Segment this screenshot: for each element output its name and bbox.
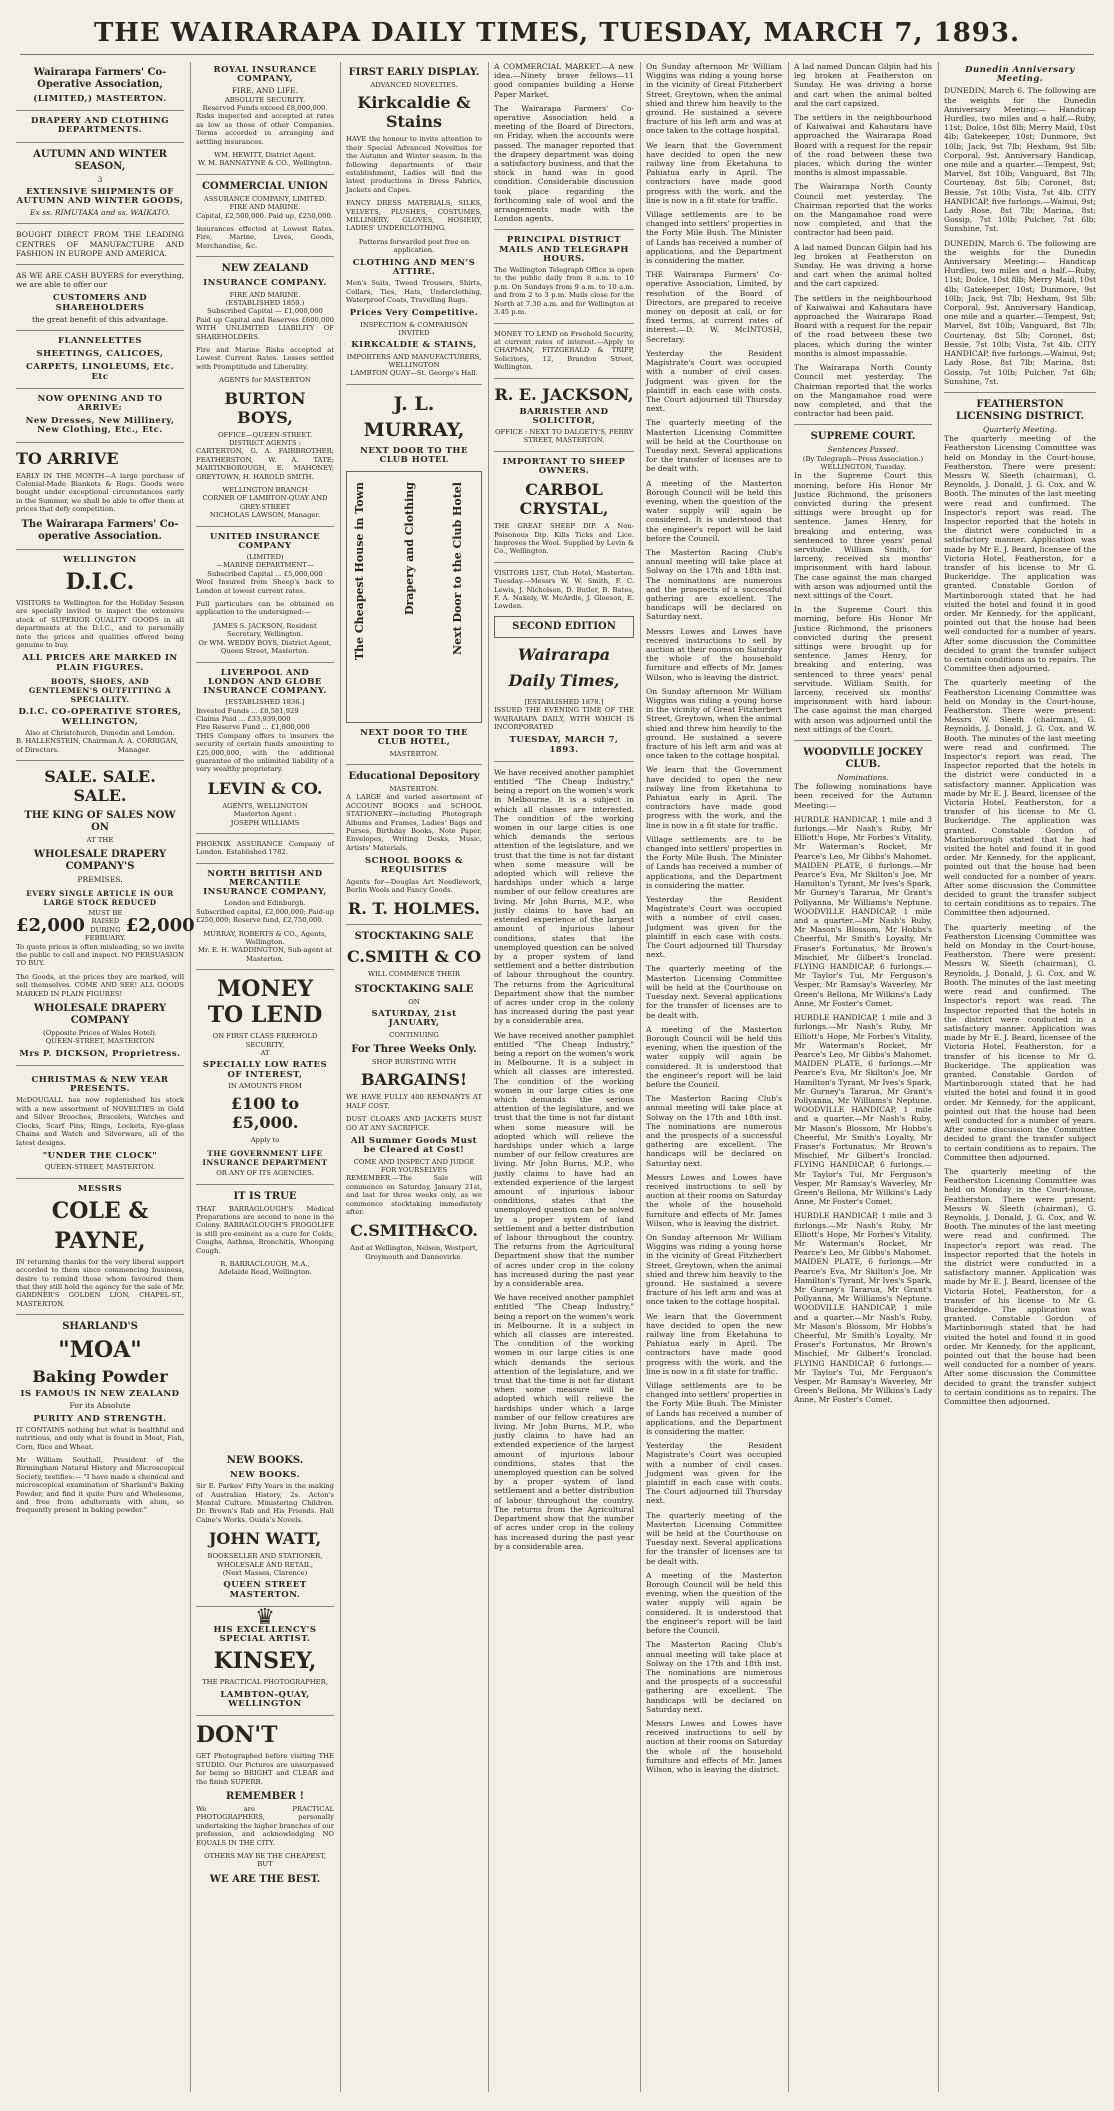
featherston-text: The quarterly meeting of the Featherston Licensing Committee was held on Monday in the Court-house, Featherston. There were present: Messrs W. Sleeth (chairman), G. Reynolds, J. Donald, J. G. Cox, and W. Booth. The minutes of the last meeting were read and confirmed. The Inspector's report was read. The Inspector reported that the hotels in the district were conducted in a satisfactory manner. Application was made by Mr E. J. Beard, licensee of the Victoria Hotel, Featherston, for a transfer of his license to Mr G. Buckeridge. The application was granted. Constable Gordon of Martinborough stated that he had visited the hotel and found it in good order. Mr Kennedy, for the applicant, pointed out that the house had been well conducted for a number of years. After some discussion the Committee decided to grant the transfer subject to certain conditions as to repairs. The Committee then adjourned. <box>944 678 1096 918</box>
next-door-heading: NEXT DOOR TO THE CLUB HOTEL <box>360 445 468 465</box>
important-heading: IMPORTANT TO SHEEP OWNERS. <box>502 456 626 476</box>
messrs-heading: MESSRS <box>77 1183 123 1194</box>
dic-text: VISITORS to Wellington for the Holiday Season are specially invited to inspect the extensive stock of SUPERIOR QUALITY GOODS in all departments at the D.I.C., and to personally note the prices and qualities offered being genuine to buy. <box>16 598 184 649</box>
ex-ships: Ex ss. RIMUTAKA and ss. WAIKATO. <box>29 208 171 218</box>
nz-established: (ESTABLISHED 1859.) <box>225 298 305 307</box>
kinsey-heading: KINSEY, <box>213 1648 317 1675</box>
advanced-novelties: ADVANCED NOVELTIES. <box>370 81 458 89</box>
to-arrive-text: EARLY IN THE MONTH—A large purchase of Colonial-Made Blankets & Rugs. Goods were bought under exceptional circumstances early in the Summer, we shall be able to offer them at prices that defy competition. <box>16 471 184 514</box>
woodville-heading: WOODVILLE JOCKEY CLUB. <box>803 747 923 771</box>
books-text: Sir E. Parkes' Fifty Years in the making of Australian History, 2s. Acton's Mental Culture. Ministering Children. Dr. Brown's Rab and His Friends. Hall Caine's Works. Ouida's Novels. <box>196 1482 334 1524</box>
cloaks-text: DUST CLOAKS AND JACKETS MUST GO AT ANY SACRIFICE. <box>346 1115 482 1132</box>
judge-text: COME AND INSPECT AND JUDGE FOR YOURSELVES <box>353 1157 475 1174</box>
dic-location: WELLINGTON <box>63 554 137 565</box>
continuing-text: CONTINUING <box>389 1030 439 1039</box>
at-text: AT <box>260 1049 270 1058</box>
school-books-heading: SCHOOL BOOKS & REQUISITES <box>365 856 463 876</box>
district-agent: Or WM. WEDDY BOYS, District Agent, Queen Street, Masterton. <box>198 638 332 656</box>
news-paragraph: A COMMERCIAL MARKET.—A new idea.—Ninety brave fellows—11 good companies building a Horse Paper Market. <box>494 62 634 99</box>
baking-powder-heading: Baking Powder <box>32 1367 168 1387</box>
particulars-text: Full particulars can be obtained on application to the undersigned:— <box>196 600 334 617</box>
freehold-text: ON FIRST CLASS FREEHOLD SECURITY, <box>212 1032 318 1049</box>
dont-text: GET Photographed before visiting THE STUDIO. Our Pictures are unsurpassed for being so BRIGHT and CLEAR and the finish SUPERB. <box>196 1752 334 1786</box>
levin-heading: LEVIN & CO. <box>207 778 323 798</box>
co-op-advert <box>16 67 184 543</box>
new-books-heading: NEW BOOKS. <box>226 1455 304 1466</box>
sale-amount: £2,000 <box>125 915 195 937</box>
holmes-name: R. T. HOLMES. <box>347 899 481 919</box>
news-paragraph: Messrs Lowes and Lowes have received instructions to sell by auction at their rooms on Saturday the whole of the household furniture and effects of Mr. James Wilson, who is leaving the district. <box>646 1718 782 1774</box>
secretary-name: JAMES S. JACKSON, Resident Secretary, Wellington. <box>213 621 317 639</box>
second-edition-box <box>494 616 634 638</box>
dic-chairman: B. HALLENSTEIN, Chairman of Directors. <box>16 737 117 754</box>
news-paragraph: Yesterday the Resident Magistrate's Court was occupied with a number of civil cases. Judgment was given for the plaintiff in each case with costs. The Court adjourned till Thursday next. <box>646 1441 782 1506</box>
phoenix-text: PHOENIX ASSURANCE Company of London. Established 1782. <box>196 839 334 857</box>
column-4 <box>494 62 634 2092</box>
bargains-heading: BARGAINS! <box>361 1070 467 1090</box>
nb-agents: MURRAY, ROBERTS & CO., Agents, Wellington. <box>203 929 327 947</box>
funds-line: Fire Reserve Fund ... £1,800,000 <box>196 723 310 732</box>
saturday-date: SATURDAY, 21st JANUARY, <box>371 1009 457 1029</box>
vertical-text: The Cheapest House in Town <box>353 482 366 661</box>
importers-text: IMPORTERS AND MANUFACTURERS, WELLINGTON <box>346 352 482 369</box>
featherston-heading: FEATHERSTON LICENSING DISTRICT. <box>955 398 1085 422</box>
premises-text: PREMISES. <box>77 875 123 885</box>
remnants-text: WE HAVE FULLY 400 REMNANTS AT HALF COST. <box>346 1093 482 1110</box>
office-text: OFFICE—QUEEN-STREET. <box>217 430 313 439</box>
column-divider <box>640 62 641 2092</box>
sale-amount: £2,000 <box>16 915 85 937</box>
contains-text: IT CONTAINS nothing but what is healthful and nutritious, and only what is found in Meat, Fish, Corn, Rice and Wheat. <box>16 1425 184 1451</box>
apply-text: Apply to <box>250 1136 280 1145</box>
kirkcaldie-name: KIRKCALDIE & STAINS, <box>351 340 477 351</box>
csmith-heading: C.SMITH&CO. <box>350 1221 478 1241</box>
vertical-text: Next Door to the Club Hotel <box>451 482 464 656</box>
royal-agent: WM. HEWITT, District Agent. <box>214 151 316 160</box>
queen-street: QUEEN-STREET, MASTERTON <box>45 1037 155 1046</box>
nz-text: Fire and Marine Risks accepted at Lowest Current Rates. Losses settled with Promptitude and Liberality. <box>196 345 334 371</box>
dic-advert <box>16 556 184 754</box>
testimonial-text: Mr William Southall, President of the Birmingham Natural History and Microscopical Society, testifies:— "I have made a chemical and microscopical examination of Sharland's Baking Powder, and find it quite Pure and Wholesome, and free from adulterants with alum, so frequently present in baking powder." <box>16 1456 184 1515</box>
csmith-branches: And at Wellington, Nelson, Westport, Greymouth and Dannevirke. <box>350 1244 478 1261</box>
nb-subagent: Mr. E. H. WADDINGTON, Sub-agent at Masterton. <box>198 946 332 963</box>
money-to-lend-heading: MONEY TO LEND <box>207 976 323 1029</box>
carbol-heading: CARBOL CRYSTAL, <box>519 480 609 519</box>
opposite-text: (Opposite Prices of Wales Hotel). <box>43 1029 157 1038</box>
dic-stores-heading: D.I.C. CO-OPERATIVE STORES, WELLINGTON, <box>18 707 182 727</box>
masterton-agent-name: JOSEPH WILLIAMS <box>230 818 300 827</box>
united-limited: (LIMITED) <box>246 553 284 562</box>
jackson-heading: R. E. JACKSON, <box>494 384 634 404</box>
news-paragraph: We learn that the Government have decided to open the new railway line from Eketahuna to Pahiatua early in April. The contractors have made good progress with the work, and the line is now in a fit state for traffic. <box>646 765 782 830</box>
cash-buyers-text: AS WE ARE CASH BUYERS for everything, we are able to offer our <box>16 271 184 290</box>
wholesale-company: WHOLESALE DRAPERY COMPANY <box>33 1003 167 1027</box>
united-insurance-heading: UNITED INSURANCE COMPANY <box>209 531 321 551</box>
advantage-text: the great benefit of this advantage. <box>31 314 169 324</box>
at-the: AT THE <box>86 835 114 844</box>
commercial-text: Insurances effected at Lowest Rates. Fire, Marine, Lives, Goods, Merchandise, &c. <box>196 225 334 250</box>
nz-paid-up: Paid up Capital and Reserves £600,000 WITH UNLIMITED LIABILITY OF SHAREHOLDERS. <box>196 315 334 341</box>
sale-advert <box>16 766 195 1059</box>
news-paragraph: The Wairarapa Farmers' Co-operative Association held a meeting of the Board of Directors, on Friday, when the accounts were passed. The manager reported that the drapery department was doing a satisfactory business, and that the stock in hand was in good condition. Considerable discussion took place regarding the forthcoming sale of wool and the arrangements made with the London agents. <box>494 103 634 224</box>
sharland-heading: SHARLAND'S <box>62 1321 138 1333</box>
nominations-list: HURDLE HANDICAP, 1 mile and 3 furlongs.—Mr Nash's Ruby, Mr Elliott's Hope, Mr Forbes's Vitality, Mr Waterman's Rocket, Mr Pearce's Leo, Mr Gibbs's Mahomet. MAIDEN PLATE, 6 furlongs.—Mr Pearce's Eva, Mr Skilton's Joe, Mr Hamilton's Tyrant, Mr Ives's Spark, Mr Gurney's Tararua, Mr Grant's Pollyanna, Mr Williams's Neptune. WOODVILLE HANDICAP, 1 mile and a quarter.—Mr Nash's Ruby, Mr Mason's Blossom, Mr Hobbs's Cheerful, Mr Smith's Loyalty, Mr Fraser's Fortunatus, Mr Brown's Mischief, Mr Gilbert's Ironclad. FLYING HANDICAP, 6 furlongs.—Mr Taylor's Tui, Mr Ferguson's Vesper, Mr Ramsay's Waverley, Mr Green's Bellona, Mr Wilkins's Lady Anne, Mr Foster's Comet. <box>794 814 932 1008</box>
news-paragraph: On Sunday afternoon Mr William Wiggins was riding a young horse in the vicinity of Great Fitzherbert Street, Greytown, when the animal shied and threw him heavily to the ground. He sustained a severe fracture of his left arm and was at once taken to the cottage hospital. <box>646 686 782 761</box>
dunedin-heading: Dunedin Anniversary Meeting. <box>965 65 1075 85</box>
wholesale-heading: WHOLESALE DRAPERY COMPANY'S <box>33 849 167 873</box>
must-be-raised: MUST BE RAISED DURING FEBRUARY. <box>84 909 126 943</box>
bought-text: BOUGHT DIRECT FROM THE LEADING CENTRES OF MANUFACTURE AND FASHION IN EUROPE AND AMERICA. <box>16 230 184 258</box>
three-weeks-heading: For Three Weeks Only. <box>351 1044 477 1056</box>
clothing-text: Men's Suits, Tweed Trousers, Shirts, Collars, Ties, Hats, Underclothing, Waterproof Coats, Travelling Rugs. <box>346 279 482 304</box>
news-paragraph: A meeting of the Masterton Borough Council will be held this evening, when the question of the water supply will again be considered. It is understood that the engineer's report will be laid before the Council. <box>646 478 782 543</box>
barrister-heading: BARRISTER AND SOLICITOR, <box>519 406 609 426</box>
agents-for-text: Agents for—Douglas Art Needlework, Berlin Wools and Fancy Goods. <box>346 877 482 895</box>
news-paragraph: We learn that the Government have decided to open the new railway line from Eketahuna to Pahiatua early in April. The contractors have made good progress with the work, and the line is now in a fit state for traffic. <box>646 1311 782 1376</box>
royal-security: ABSOLUTE SECURITY. <box>224 95 306 104</box>
john-watt: JOHN WATT, <box>208 1529 322 1549</box>
funds-line: Claims Paid ... £33,939,000 <box>196 714 291 723</box>
news-paragraph: The quarterly meeting of the Masterton Licensing Committee will be held at the Courthouse on Tuesday next. Several applications for the transfer of licenses are to be dealt with. <box>646 418 782 474</box>
paper-established: [ESTABLISHED 1878.] <box>524 697 604 706</box>
shop-text: SHOP BURSTING WITH <box>371 1058 457 1067</box>
column-7 <box>944 62 1096 2092</box>
carbol-text: THE GREAT SHEEP DIP. A Non-Poisonous Dip. Kills Ticks and Lice. Improves the Wool. Supplied by Levin & Co., Wellington. <box>494 522 634 556</box>
customers-heading: CUSTOMERS AND SHAREHOLDERS <box>52 293 148 313</box>
liverpool-established: [ESTABLISHED 1836.] <box>225 698 305 707</box>
photographer-text: THE PRACTICAL PHOTOGRAPHER, <box>202 1678 328 1687</box>
commercial-capital: Capital, £2,500,000. Paid up, £250,000. <box>196 211 333 220</box>
col1-lower <box>16 1072 184 1520</box>
goods-line: FLANNELETTES <box>57 336 143 347</box>
nz-agents: AGENTS for MASTERTON <box>219 376 311 385</box>
masthead-rule <box>20 54 1094 55</box>
under-the-clock: "UNDER THE CLOCK" <box>42 1150 158 1161</box>
govt-dept: THE GOVERNMENT LIFE INSURANCE DEPARTMENT <box>202 1148 328 1167</box>
season-heading: AUTUMN AND WINTER SEASON, <box>33 148 167 172</box>
association-name: The Wairarapa Farmers' Co-operative Association. <box>21 518 179 542</box>
featherston-text: The quarterly meeting of the Featherston Licensing Committee was held on Monday in the Court-house, Featherston. There were present: Messrs W. Sleeth (chairman), G. Reynolds, J. Donald, J. G. Cox, and W. Booth. The minutes of the last meeting were read and confirmed. The Inspector's report was read. The Inspector reported that the hotels in the district were conducted in a satisfactory manner. Application was made by Mr E. J. Beard, licensee of the Victoria Hotel, Featherston, for a transfer of his license to Mr G. Buckeridge. The application was granted. Constable Gordon of Martinborough stated that he had visited the hotel and found it in good order. Mr Kennedy, for the applicant, pointed out that the house had been well conducted for a number of years. After some discussion the Committee decided to grant the transfer subject to certain conditions as to repairs. The Committee then adjourned. <box>944 922 1096 1162</box>
column-divider <box>788 62 789 2092</box>
best-heading: WE ARE THE BEST. <box>209 1873 321 1885</box>
district-agents-list: CARTERTON, G. A. FAIRBROTHER; FEATHERSTON, W. A. TATE; MARTINBOROUGH, E. MAHONEY; GREYTOWN, H. HAROLD SMITH. <box>196 447 334 481</box>
edu-text: A LARGE and varied assortment of ACCOUNT BOOKS and SCHOOL STATIONERY—including Photograph Albums and Frames, Ladies' Bags and Purses, Birthday Books, Note Paper, Envelopes, Writing Desks, Music, Artists' Materials. <box>346 793 482 852</box>
commercial-union-heading: COMMERCIAL UNION <box>201 180 329 192</box>
masterton-text: MASTERTON. <box>389 749 439 758</box>
clothing-heading: CLOTHING AND MEN'S ATTIRE. <box>352 257 476 277</box>
royal-agent: W. M. BANNATYNE & CO., Wellington. <box>198 159 332 168</box>
kirkcaldie-text: HAVE the honour to invite attention to their Special Advanced Novelties for the Autumn and Winter season. In the following departments of their establishment, Ladies will find the latest productions in Dress Fabrics, Jackets and Capes. <box>346 135 482 194</box>
vertical-text: Drapery and Clothing <box>403 482 416 616</box>
goods-line: CARPETS, LINOLEUMS, Etc. Etc <box>25 362 175 382</box>
featherston-text: The quarterly meeting of the Featherston Licensing Committee was held on Monday in the Court-house, Featherston. There were present: Messrs W. Sleeth (chairman), G. Reynolds, J. Donald, J. G. Cox, and W. Booth. The minutes of the last meeting were read and confirmed. The Inspector's report was read. The Inspector reported that the hotels in the district were conducted in a satisfactory manner. Application was made by Mr E. J. Beard, licensee of the Victoria Hotel, Featherston, for a transfer of his license to Mr G. Buckeridge. The application was granted. Constable Gordon of Martinborough stated that he had visited the hotel and found it in good order. Mr Kennedy, for the applicant, pointed out that the house had been well conducted for a number of years. After some discussion the Committee decided to grant the transfer subject to certain conditions as to repairs. The Committee then adjourned. <box>944 434 1096 674</box>
column-3 <box>346 62 482 2092</box>
nominations-list: HURDLE HANDICAP, 1 mile and 3 furlongs.—Mr Nash's Ruby, Mr Elliott's Hope, Mr Forbes's Vitality, Mr Waterman's Rocket, Mr Pearce's Leo, Mr Gibbs's Mahomet. MAIDEN PLATE, 6 furlongs.—Mr Pearce's Eva, Mr Skilton's Joe, Mr Hamilton's Tyrant, Mr Ives's Spark, Mr Gurney's Tararua, Mr Grant's Pollyanna, Mr Williams's Neptune. WOODVILLE HANDICAP, 1 mile and a quarter.—Mr Nash's Ruby, Mr Mason's Blossom, Mr Hobbs's Cheerful, Mr Smith's Loyalty, Mr Fraser's Fortunatus, Mr Brown's Mischief, Mr Gilbert's Ironclad. FLYING HANDICAP, 6 furlongs.—Mr Taylor's Tui, Mr Ferguson's Vesper, Mr Ramsay's Waverley, Mr Green's Bellona, Mr Wilkins's Lady Anne, Mr Foster's Comet. <box>794 1211 932 1405</box>
shipments-heading: EXTENSIVE SHIPMENTS OF AUTUMN AND WINTER GOODS, <box>16 186 184 207</box>
kirkcaldie-goods: FANCY DRESS MATERIALS, SILKS, VELVETS, PLUSHES, COSTUMES, MILLINERY, GLOVES, HOSIERY, LADIES' UNDERCLOTHING. <box>346 199 482 233</box>
crown-seal-icon: ♛ <box>255 1604 275 1630</box>
now-opening-heading: NOW OPENING AND TO ARRIVE: <box>37 393 163 414</box>
cole-heading: COLE & <box>51 1197 149 1224</box>
patterns-text: Patterns forwarded post free on application. <box>358 237 470 255</box>
news-paragraph: A meeting of the Masterton Borough Council will be held this evening, when the question of the water supply will again be considered. It is understood that the engineer's report will be laid before the Council. <box>646 1570 782 1636</box>
column-divider <box>340 62 341 2092</box>
every-article: EVERY SINGLE ARTICLE IN OUR LARGE STOCK REDUCED <box>26 888 174 907</box>
bookseller-text: BOOKSELLER AND STATIONER, WHOLESALE AND RETAIL, <box>207 1552 323 1569</box>
mcdougall-text: McDOUGALL has now replenished his stock with a new assortment of NOVELTIES in Gold and Silver Brooches, Bracelets, Watches and Clocks, Scarf Pins, Rings, Lockets, Eye-glass Chains and Watch and Silverware, all of the latest designs. <box>16 1096 184 1147</box>
quarterly-heading: Quarterly Meeting. <box>983 424 1057 434</box>
commercial-union-sub: ASSURANCE COMPANY, LIMITED. FIRE AND MARINE. <box>203 194 327 212</box>
sale-heading: SALE. SALE. SALE. <box>44 766 156 805</box>
payne-heading: PAYNE, <box>54 1227 146 1254</box>
early-display-heading: FIRST EARLY DISPLAY. <box>348 67 480 78</box>
plain-figures-heading: ALL PRICES ARE MARKED IN PLAIN FIGURES. <box>22 653 178 673</box>
proprietress: Mrs P. DICKSON, Proprietress. <box>19 1048 181 1059</box>
money-lend-text: MONEY TO LEND on Freehold Security, at current rates of interest.—Apply to CHAPMAN, FITZGERALD & TRIPP, Solicitors, 12, Brandon Street, Wellington. <box>494 329 634 372</box>
news-paragraph: THE Wairarapa Farmers' Co-operative Association, Limited, by resolution of the Board of Directors, are prepared to receive money on deposit at call, or for fixed terms, at current rates of interest.—D. W. McINTOSH, Secretary. <box>646 270 782 344</box>
news-paragraph: The settlers in the neighbourhood of Kaiwaiwai and Kahautara have approached the Wairarapa Road Board with a request for the repair of the road between these two places, which during the winter months is almost impassable. <box>794 293 932 358</box>
royal-text: Risks inspected and accepted at rates as low as those of other Companies. Terms accorded in arranging and settling insurances. <box>196 112 334 146</box>
is-true-text: THAT BARRAGLOUGH'S Medical Preparations are second to none in the Colony. BARRAGLOUGH'S FROGOLIFE is still pre-eminent as a cure for Colds, Coughs, Asthma, Bronchitis, Whooping Cough. <box>196 1204 334 1255</box>
remember-text: REMEMBER.—The Sale will commence on Saturday, January 21st, and last for three weeks only, as we commence stocktaking immediately after. <box>346 1174 482 1216</box>
educational-depository-heading: Educational Depository <box>348 770 480 782</box>
court-text: In the Supreme Court this morning, before His Honor Mr Justice Richmond, the prisoners convicted during the present sittings were brought up for sentence. James Henry, for breaking and entering, was sentenced to three years' penal servitude. William Smith, for larceny, received six months' imprisonment with hard labour. The case against the man charged with arson was adjourned until the next sittings of the Court. <box>794 605 932 734</box>
goods-cash-text: The Goods, at the prices they are marked, will sell themselves. COME AND SEE! ALL GOODS MARKED IN PLAIN FIGURES! <box>16 972 184 998</box>
news-paragraph: The quarterly meeting of the Masterton Licensing Committee will be held at the Courthouse on Tuesday next. Several applications for the transfer of licenses are to be dealt with. <box>646 964 782 1020</box>
kirkcaldie-address: LAMBTON QUAY—St. George's Hall. <box>350 369 478 378</box>
column-divider <box>488 62 489 2092</box>
column-divider <box>938 62 939 2092</box>
visitors-text: VISITORS LIST, Club Hotel, Masterton. Tuesday.—Messrs W. W. Smith, F. C. Lewis, J. Nicholson, D. Butler, B. Bates, F. A. Nakely, W. McArdle, J. Gleeson, E. Lowden. <box>494 568 634 611</box>
cole-text: IN returning thanks for the very liberal support accorded to them since commencing business, desire to remind those whom favoured them that they still hold the agency for the sale of Mr. GARDNER'S GOLDEN LION, CHAPEL-ST., MASTERTON. <box>16 1257 184 1308</box>
masterton-agent-label: Masterton Agent : <box>233 810 297 819</box>
nominations-heading: Nominations. <box>837 773 889 783</box>
royal-fire-life: FIRE, AND LIFE. <box>231 86 299 96</box>
summer-goods-heading: All Summer Goods Must be Cleared at Cost! <box>350 1136 478 1156</box>
united-capital: Subscribed Capital ... £5,000,000 <box>207 569 323 578</box>
issue-text: ISSUED THE EVENING TIME OF THE WAIRARAPA DAILY, WITH WHICH IS INCORPORATED <box>494 706 634 732</box>
editorial-text: We have received another pamphlet entitled "The Cheap Industry," being a report on the women's work in Melbourne. It is a subject in which all classes are interested. The condition of the working women in our large cities is one which demands the serious attention of the legislature, and we trust that the time is not far distant when some measure will be adopted which will relieve the hardships under which a large number of our fellow creatures are living. Mr John Burns, M.P., who justly claims to have had an extended experience of the largest amount of injurious labour conditions, states that the unemployed question can be solved by a proper system of land settlement and a better distribution of labour throughout the country. The returns from the Agricultural Department show that the number of acres under crop in the colony has increased during the past year by a considerable area. <box>494 1030 634 1289</box>
news-paragraph: Yesterday the Resident Magistrate's Court was occupied with a number of civil cases. Judgment was given for the plaintiff in each case with costs. The Court adjourned till Thursday next. <box>646 348 782 414</box>
nz-insurance-sub: INSURANCE COMPANY. <box>203 278 327 289</box>
news-paragraph: The settlers in the neighbourhood of Kaiwaiwai and Kahautara have approached the Wairarapa Road Board with a request for the repair of the road between these two places, which during the winter months is almost impassable. <box>794 113 932 178</box>
dont-heading: DON'T <box>196 1722 278 1749</box>
dic-manager: A. A. CORRIGAN, Manager. <box>117 737 179 754</box>
on-text: ON <box>408 997 420 1006</box>
funds-line: Invested Funds ... £8,581,929 <box>196 706 299 715</box>
new-books-sub: NEW BOOKS. <box>229 1470 301 1480</box>
court-text: In the Supreme Court this morning, before His Honor Mr Justice Richmond, the prisoners convicted during the present sittings were brought up for sentence. James Henry, for breaking and entering, was sentenced to three years' penal servitude. William Smith, for larceny, received six months' imprisonment with hard labour. The case against the man charged with arson was adjourned until the next sittings of the Court. <box>794 471 932 600</box>
editorial-text: We have received another pamphlet entitled "The Cheap Industry," being a report on the women's work in Melbourne. It is a subject in which all classes are interested. The condition of the working women in our large cities is one which demands the serious attention of the legislature, and we trust that the time is not far distant when some measure will be adopted which will relieve the hardships under which a large number of our fellow creatures are living. Mr John Burns, M.P., who justly claims to have had an extended experience of the largest amount of injurious labour conditions, states that the unemployed question can be solved by a proper system of land settlement and a better distribution of labour throughout the country. The returns from the Agricultural Department show that the number of acres under crop in the colony has increased during the past year by a considerable area. <box>494 767 634 1026</box>
news-paragraph: A lad named Duncan Gilpin had his leg broken at Featherston on Sunday. He was driving a horse and cart when the animal bolted and the cart capsized. <box>794 62 932 108</box>
dateline: WELLINGTON, Tuesday. <box>820 462 906 471</box>
lambton-address: CORNER OF LAMBTON-QUAY AND GREY-STREET <box>202 494 328 511</box>
next-lands: (Next Masses, Clarence) <box>222 1569 308 1578</box>
kinsey-address: LAMBTON-QUAY, WELLINGTON <box>220 1689 310 1710</box>
barraclough-name: R. BARRACLOUGH, M.A., <box>220 1259 310 1268</box>
news-paragraph: A meeting of the Masterton Borough Council will be held this evening, when the question of the water supply will again be considered. It is understood that the engineer's report will be laid before the Council. <box>646 1024 782 1089</box>
inspection-text: INSPECTION & COMPARISON INVITED <box>360 320 468 337</box>
news-paragraph: The Masterton Racing Club's annual meeting will take place at Solway on the 17th and 18th inst. The nominations are numerous and the prospects of a successful gathering are excellent. The handicaps will be declared on Saturday next. <box>646 1094 782 1168</box>
remember-heading: REMEMBER ! <box>226 1790 304 1802</box>
dic-logo: D.I.C. <box>65 568 135 595</box>
season-number: 3 <box>97 174 103 184</box>
editorial-text: We have received another pamphlet entitled "The Cheap Industry," being a report on the women's work in Melbourne. It is a subject in which all classes are interested. The condition of the working women in our large cities is one which demands the serious attention of the legislature, and we trust that the time is not far distant when some measure will be adopted which will relieve the hardships under which a large number of our fellow creatures are living. Mr John Burns, M.P., who justly claims to have had an extended experience of the largest amount of injurious labour conditions, states that the unemployed question can be solved by a proper system of land settlement and a better distribution of labour throughout the country. The returns from the Agricultural Department show that the number of acres under crop in the colony has increased during the past year by a considerable area. <box>494 1293 634 1551</box>
loan-range: £100 to £5,000. <box>230 1094 300 1133</box>
drapery-heading: DRAPERY AND CLOTHING DEPARTMENTS. <box>31 116 169 136</box>
column-2-lower <box>196 1450 334 2090</box>
others-text: OTHERS MAY BE THE CHEAPEST, BUT <box>204 1851 326 1869</box>
liverpool-heading: LIVERPOOL AND LONDON AND GLOBE INSURANCE COMPANY. <box>203 667 327 696</box>
wool-text: Wool Insured from Sheep's back to London at lowest current rates. <box>196 578 334 595</box>
news-paragraph: The Masterton Racing Club's annual meeting will take place at Solway on the 17th and 18th inst. The nominations are numerous and the prospects of a successful gathering are excellent. The handicaps will be declared on Saturday next. <box>646 1640 782 1714</box>
practical-text: We are PRACTICAL PHOTOGRAPHERS, personally undertaking the higher branches of our profession, and acknowledging NO EQUALS IN THE CITY. <box>196 1804 334 1847</box>
london-edinburgh: London and Edinburgh. <box>224 899 306 908</box>
district-agents: DISTRICT AGENTS : <box>229 438 301 447</box>
nb-capital: Subscribed capital, £2,000,000; Paid-up £250,000; Reserve fund, £2,750,000. <box>196 907 334 925</box>
absolute-text: For its Absolute <box>69 1401 131 1411</box>
jackson-office: OFFICE : NEXT TO DALGETY'S, PERRY STREET, MASTERTON. <box>494 427 634 445</box>
nominations-list: HURDLE HANDICAP, 1 mile and 3 furlongs.—Mr Nash's Ruby, Mr Elliott's Hope, Mr Forbes's Vitality, Mr Waterman's Rocket, Mr Pearce's Leo, Mr Gibbs's Mahomet. MAIDEN PLATE, 6 furlongs.—Mr Pearce's Eva, Mr Skilton's Joe, Mr Hamilton's Tyrant, Mr Ives's Spark, Mr Gurney's Tararua, Mr Grant's Pollyanna, Mr Williams's Neptune. WOODVILLE HANDICAP, 1 mile and a quarter.—Mr Nash's Ruby, Mr Mason's Blossom, Mr Hobbs's Cheerful, Mr Smith's Loyalty, Mr Fraser's Fortunatus, Mr Brown's Mischief, Mr Gilbert's Ironclad. FLYING HANDICAP, 6 furlongs.—Mr Taylor's Tui, Mr Ferguson's Vesper, Mr Ramsay's Waverley, Mr Green's Bellona, Mr Wilkins's Lady Anne, Mr Foster's Comet. <box>794 1013 932 1207</box>
telegraph-line: (By Telegraph—Press Association.) <box>802 454 924 463</box>
north-british-heading: NORTH BRITISH AND MERCANTILE INSURANCE COMPANY, <box>203 868 327 898</box>
nz-insurance-heading: NEW ZEALAND <box>221 263 309 275</box>
dunedin-text: DUNEDIN, March 6. The following are the weights for the Dunedin Anniversary Meeting:— Handicap Hurdles, two miles and a half.—Ruby, 11st; Dolce, 10st 8lb; Merry Maid, 10st 4lb; Gatekeeper, 10st; Dunmore, 9st 10lb; Jack, 9st 7lb; Hexham, 9st 5lb; Corporal, 9st. Anniversary Handicap, one mile and a quarter.—Tempest, 9st; Marvel, 8st 10lb; Vanguard, 8st 7lb; Courtenay, 8st 5lb; Coronet, 8st; Bessie, 7st 10lb; Vista, 7st 4lb. CITY HANDICAP, five furlongs.—Wainui, 9st; Lady Rose, 8st 7lb; Marina, 8st; Gossip, 7st 10lb; Pulcher, 7st 6lb; Sunshine, 7st. <box>944 86 1096 234</box>
co-op-subtitle: (LIMITED,) MASTERTON. <box>33 94 167 104</box>
quote-text: To quote prices is often misleading, so we invite the public to call and inspect. NO PERSUASION TO BUY. <box>16 942 184 968</box>
goods-line: SHEETINGS, CALICOES, <box>36 349 164 360</box>
liverpool-text: THIS Company offers to insurers the security of certain funds amounting to £25,000,000, with the additional guarantee of the unlimited liability of a very wealthy proprietary. <box>196 731 334 774</box>
marine-dept: —MARINE DEPARTMENT— <box>216 561 314 570</box>
news-paragraph: We learn that the Government have decided to open the new railway line from Eketahuna to Pahiatua early in April. The contractors have made good progress with the work, and the line is now in a fit state for traffic. <box>646 140 782 205</box>
king-of-sales: THE KING OF SALES NOW ON <box>24 809 176 833</box>
news-paragraph: Messrs Lowes and Lowes have received instructions to sell by auction at their rooms on Saturday the whole of the household furniture and effects of Mr. James Wilson, who is leaving the district. <box>646 1172 782 1228</box>
news-paragraph: On Sunday afternoon Mr William Wiggins was riding a young horse in the vicinity of Great Fitzherbert Street, Greytown, when the animal shied and threw him heavily to the ground. He sustained a severe fracture of his left arm and was at once taken to the cottage hospital. <box>646 1232 782 1307</box>
queen-street: QUEEN-STREET, MASTERTON. <box>44 1163 156 1172</box>
watt-address: QUEEN STREET MASTERTON. <box>223 1580 307 1600</box>
to-arrive-heading: TO ARRIVE <box>16 448 119 468</box>
boots-heading: BOOTS, SHOES, AND GENTLEMEN'S OUTFITTING A SPECIALITY. <box>28 676 172 705</box>
newspaper-title: THE WAIRARAPA DAILY TIMES, TUESDAY, MARCH 7, 1893. <box>93 18 1021 48</box>
mails-text: The Wellington Telegraph Office is open to the public daily from 8 a.m. to 10 p.m. On Sundays from 9 a.m. to 10 a.m. and from 2 to 3 p.m. Mails close for the North at 7.30 a.m. and for Wellington at 3.45 p.m. <box>494 266 634 317</box>
second-edition-heading: SECOND EDITION <box>512 620 616 632</box>
column-5 <box>646 62 782 2092</box>
next-door-heading: NEXT DOOR TO THE CLUB HOTEL, <box>360 728 468 748</box>
news-paragraph: Village settlements are to be changed into settlers' properties in the Forty Mile Bush. The Minister of Lands has received a number of applications, and the Department is considering the matter. <box>646 834 782 890</box>
nz-capital: Subscribed Capital — £1,000,000 <box>207 307 323 316</box>
masthead <box>0 0 1114 56</box>
supreme-court-heading: SUPREME COURT. <box>810 431 916 443</box>
csmith-heading: C.SMITH & CO <box>346 947 482 967</box>
mails-heading: PRINCIPAL DISTRICT MAILS AND TELEGRAPH HOURS. <box>499 235 629 264</box>
famous-heading: IS FAMOUS IN NEW ZEALAND <box>20 1389 180 1400</box>
new-dresses-heading: New Dresses, New Millinery, New Clothing, Etc., Etc. <box>25 416 175 436</box>
issue-date: TUESDAY, MARCH 7, 1893. <box>509 735 619 755</box>
news-paragraph: Messrs Lowes and Lowes have received instructions to sell by auction at their rooms on Saturday the whole of the household furniture and effects of Mr. James Wilson, who is leaving the district. <box>646 626 782 682</box>
paper-name: Wairarapa Daily Times, <box>508 644 620 690</box>
news-paragraph: Village settlements are to be changed into settlers' properties in the Forty Mile Bush. The Minister of Lands has received a number of applications, and the Department is considering the matter. <box>646 1381 782 1437</box>
sentences-heading: Sentences Passed. <box>827 445 899 455</box>
moa-heading: "MOA" <box>58 1337 142 1364</box>
prices-heading: Prices Very Competitive. <box>349 308 479 319</box>
column-1 <box>16 62 195 2092</box>
nominations-intro: The following nominations have been received for the Autumn Meeting:— <box>794 782 932 810</box>
kirkcaldie-heading: Kirkcaldie & Stains <box>357 93 471 132</box>
news-paragraph: On Sunday afternoon Mr William Wiggins was riding a young horse in the vicinity of Great Fitzherbert Street, Greytown, when the animal shied and threw him heavily to the ground. He sustained a severe fracture of his left arm and was at once taken to the cottage hospital. <box>646 62 782 136</box>
xmas-heading: CHRISTMAS & NEW YEAR PRESENTS. <box>31 1075 169 1095</box>
news-paragraph: The quarterly meeting of the Masterton Licensing Committee will be held at the Courthouse on Tuesday next. Several applications for the transfer of licenses are to be dealt with. <box>646 1510 782 1566</box>
dunedin-text: DUNEDIN, March 6. The following are the weights for the Dunedin Anniversary Meeting:— Handicap Hurdles, two miles and a half.—Ruby, 11st; Dolce, 10st 8lb; Merry Maid, 10st 4lb; Gatekeeper, 10st; Dunmore, 9st 10lb; Jack, 9st 7lb; Hexham, 9st 5lb; Corporal, 9st. Anniversary Handicap, one mile and a quarter.—Tempest, 9st; Marvel, 8st 10lb; Vanguard, 8st 7lb; Courtenay, 8st 5lb; Coronet, 8st; Bessie, 7st 10lb; Vista, 7st 4lb. CITY HANDICAP, five furlongs.—Wainui, 9st; Lady Rose, 8st 7lb; Marina, 8st; Gossip, 7st 10lb; Pulcher, 7st 6lb; Sunshine, 7st. <box>944 238 1096 386</box>
dic-branches: Also at Christchurch, Dunedin and London. <box>25 728 175 737</box>
barraclough-address: Adelaide Road, Wellington. <box>218 1268 312 1277</box>
column-divider <box>190 62 191 2092</box>
amounts-text: IN AMOUNTS FROM <box>228 1081 302 1090</box>
is-true-heading: IT IS TRUE <box>233 1190 297 1202</box>
murray-vertical-box <box>346 471 482 723</box>
royal-insurance-heading: ROYAL INSURANCE COMPANY, <box>213 65 317 85</box>
royal-reserve: Reserved Funds exceed £8,000,000. <box>202 104 328 113</box>
purity-heading: PURITY AND STRENGTH. <box>33 1413 167 1424</box>
or-agents: OR ANY OF ITS AGENCIES. <box>216 1169 314 1178</box>
commence-text: WILL COMMENCE THEIR <box>367 970 460 979</box>
co-op-title: Wairarapa Farmers' Co-Operative Association, <box>33 67 167 90</box>
stocktaking-heading: STOCKTAKING SALE <box>354 931 474 943</box>
news-paragraph: The Wairarapa North County Council met yesterday. The Chairman reported that the works on the Mangamahoe road were now completed, and that the contractor had been paid. <box>794 363 932 419</box>
levin-agents: AGENTS, WELLINGTON <box>222 801 308 810</box>
news-paragraph: The Wairarapa North County Council met yesterday. The Chairman reported that the works on the Mangamahoe road were now completed, and that the contractor had been paid. <box>794 182 932 238</box>
murray-heading: J. L. MURRAY, <box>363 392 465 441</box>
nz-fire-marine: FIRE AND MARINE. <box>229 290 301 299</box>
news-paragraph: Yesterday the Resident Magistrate's Court was occupied with a number of civil cases. Judgment was given for the plaintiff in each case with costs. The Court adjourned till Thursday next. <box>646 895 782 960</box>
news-paragraph: A lad named Duncan Gilpin had his leg broken at Featherston on Sunday. He was driving a horse and cart when the animal bolted and the cart capsized. <box>794 242 932 289</box>
wellington-branch: WELLINGTON BRANCH <box>222 486 308 494</box>
column-6 <box>794 62 932 2092</box>
stocktaking-heading: STOCKTAKING SALE <box>354 983 474 995</box>
news-paragraph: Village settlements are to be changed into settlers' properties in the Forty Mile Bush. The Minister of Lands has received a number of applications, and the Department is considering the matter. <box>646 210 782 266</box>
news-paragraph: The Masterton Racing Club's annual meeting will take place at Solway on the 17th and 18th inst. The nominations are numerous and the prospects of a successful gathering are excellent. The handicaps will be declared on Saturday next. <box>646 547 782 622</box>
excellency-heading: HIS EXCELLENCY'S SPECIAL ARTIST. <box>213 1625 317 1645</box>
burton-boys: BURTON BOYS, <box>224 388 306 427</box>
edu-location: MASTERTON. <box>389 784 439 793</box>
featherston-text: The quarterly meeting of the Featherston Licensing Committee was held on Monday in the Court-house, Featherston. There were present: Messrs W. Sleeth (chairman), G. Reynolds, J. Donald, J. G. Cox, and W. Booth. The minutes of the last meeting were read and confirmed. The Inspector's report was read. The Inspector reported that the hotels in the district were conducted in a satisfactory manner. Application was made by Mr E. J. Beard, licensee of the Victoria Hotel, Featherston, for a transfer of his license to Mr G. Buckeridge. The application was granted. Constable Gordon of Martinborough stated that he had visited the hotel and found it in good order. Mr Kennedy, for the applicant, pointed out that the house had been well conducted for a number of years. After some discussion the Committee decided to grant the transfer subject to certain conditions as to repairs. The Committee then adjourned. <box>944 1166 1096 1407</box>
manager-name: NICHOLAS LAWSON, Manager. <box>209 511 321 520</box>
special-rates: SPECIALLY LOW RATES OF INTEREST, <box>202 1060 328 1080</box>
